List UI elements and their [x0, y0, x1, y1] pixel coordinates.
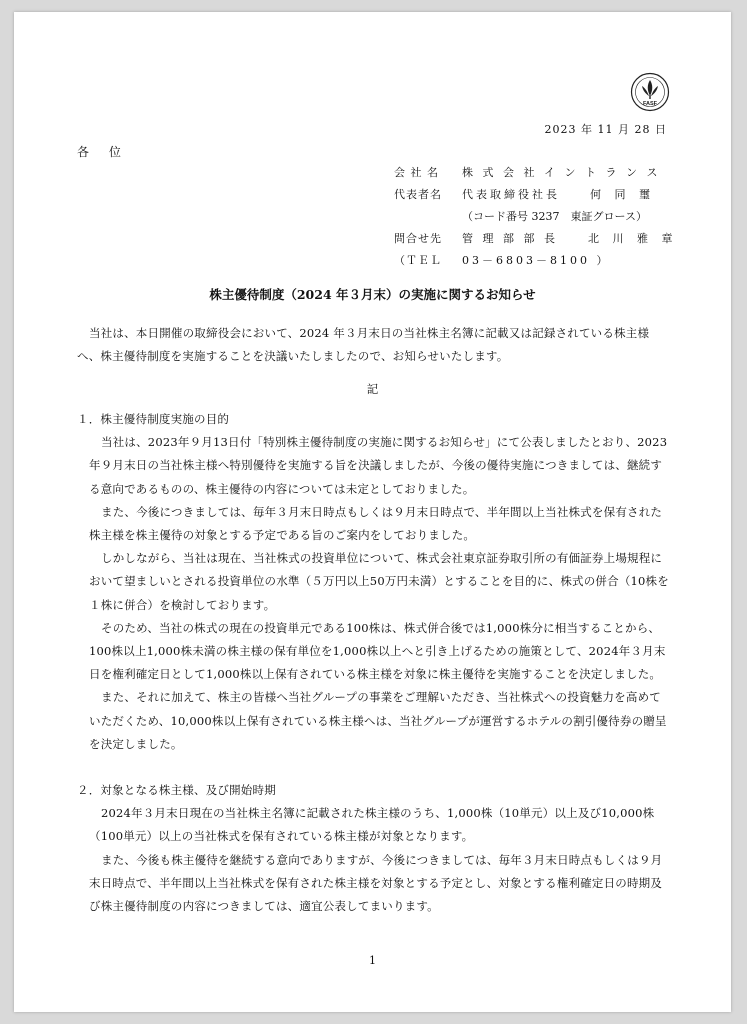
- issue-date: 2023 年 11 月 28 日: [544, 123, 667, 136]
- section-purpose: [77, 408, 672, 756]
- page-number: 1: [369, 954, 376, 967]
- ki-marker: 記: [366, 382, 379, 396]
- section-heading: １．株主優待制度実施の目的: [77, 412, 230, 426]
- section-heading: ２．対象となる株主様、及び開始時期: [77, 783, 276, 797]
- section-paragraph: 当社は、2023年９月13日付「特別株主優待制度の実施に関するお知らせ」にて公表しましたとおり、2023年９月末日の当社株主様へ特別優待を実施する旨を決議しましたが、今後の優待実施につきましては、継続する意向であるものの、株主優待の内容については未定としておりました。: [89, 435, 668, 496]
- document-title: 株主優待制度（2024 年３月末）の実施に関するお知らせ: [209, 287, 536, 302]
- section-paragraph: また、それに加えて、株主の皆様へ当社グループの事業をご理解いただき、当社株式への投資魅力を高めていただくため、10,000株以上保有されている株主様へは、当社グループが運営するホテルの割引優待券の贈呈を決定しました。: [89, 690, 667, 751]
- company-row-label: 代表者名: [394, 188, 442, 201]
- company-row-value: 代表取締役社長: [462, 188, 560, 201]
- company-row-value: 管 理 部 部 長: [462, 232, 558, 245]
- intro-paragraph: [77, 322, 672, 368]
- company-row-value: 株 式 会 社 イ ン ト ラ ン ス: [462, 166, 661, 179]
- section-eligibility: [77, 779, 672, 918]
- document-page: [14, 12, 731, 1012]
- company-row: [394, 162, 690, 184]
- intro-text: 当社は、本日開催の取締役会において、2024 年３月末日の当社株主名簿に記載又は記録されている株主様へ、株主優待制度を実施することを決議いたしましたので、お知らせいたします。: [77, 326, 650, 364]
- company-row-label: [394, 206, 462, 228]
- fasf-seal-logo: [630, 72, 670, 112]
- company-row-label: （ＴＥＬ: [394, 254, 442, 267]
- svg-text:FASF: FASF: [642, 101, 658, 107]
- company-row-value: 03－6803－8100 ）: [462, 254, 611, 267]
- company-row-value: （コード番号 3237 東証グロース）: [462, 210, 647, 223]
- company-row: [394, 250, 690, 272]
- company-row: [394, 184, 690, 206]
- company-row: [394, 206, 690, 228]
- company-row-label: 会 社 名: [394, 166, 439, 179]
- section-paragraph: また、今後につきましては、毎年３月末日時点もしくは９月末日時点で、半年間以上当社株式を保有された株主様を株主優待の対象とする予定である旨のご案内をしておりました。: [89, 504, 663, 543]
- company-row: [394, 228, 690, 250]
- section-paragraph: 2024年３月末日現在の当社株主名簿に記載された株主様のうち、1,000株（10単元）以上及び10,000株（100単元）以上の当社株式を保有されている株主様が対象となります。: [89, 806, 655, 844]
- company-row-label: 問合せ先: [394, 232, 442, 245]
- company-row-extra: 何 同 璽: [590, 188, 655, 201]
- section-paragraph: また、今後も株主優待を継続する意向でありますが、今後につきましては、毎年３月末日時点もしくは９月末日時点で、半年間以上当社株式を保有された株主様を対象とする予定とし、対象とする権利確定日の時期及び株主優待制度の内容につきましては、適宜公表してまいります。: [89, 852, 663, 914]
- addressee: 各 位: [77, 145, 129, 159]
- section-paragraph: しかしながら、当社は現在、当社株式の投資単位について、株式会社東京証券取引所の有価証券上場規程において望ましいとされる投資単位の水準（５万円以上50万円未満）とすることを目的に、株式の併合（10株を１株に併合）を検討しております。: [89, 551, 669, 612]
- section-paragraph: そのため、当社の株式の現在の投資単元である100株は、株式併合後では1,000株分に相当することから、100株以上1,000株未満の株主様の保有単位を1,000株以上へと引き上げるための施策として、2024年３月末日を権利確定日として1,000株以上保有されている株主様を対象に株主優待を実施することを決定しました。: [89, 620, 666, 682]
- company-row-extra: 北 川 雅 章: [588, 232, 678, 245]
- company-info-block: [394, 162, 690, 272]
